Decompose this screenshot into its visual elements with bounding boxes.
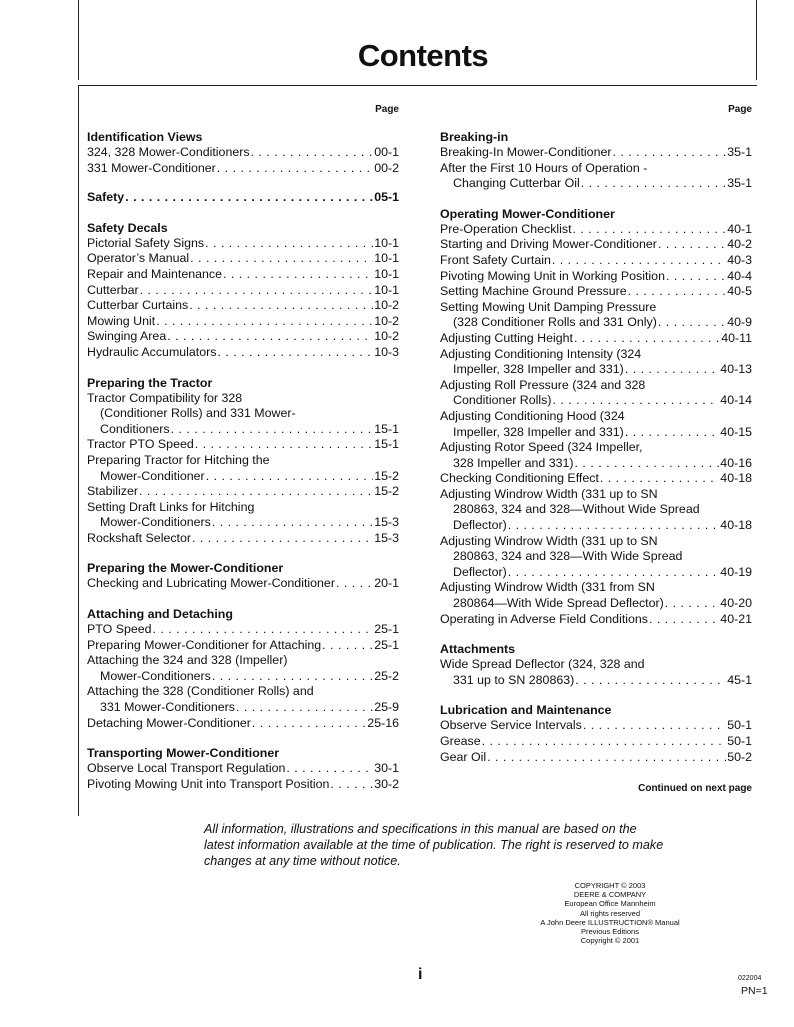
leader-dots <box>583 718 726 734</box>
toc-section <box>440 702 752 765</box>
entry-page: 40-1 <box>727 221 752 236</box>
entry-title-line: Pre-Operation Checklist <box>440 221 572 236</box>
entry-row <box>87 576 399 592</box>
toc-entry[interactable] <box>440 657 752 688</box>
leader-dots <box>205 236 373 252</box>
leader-dots <box>625 362 719 378</box>
toc-section <box>440 206 752 627</box>
toc-entry[interactable] <box>87 653 399 684</box>
toc-entry[interactable] <box>87 531 399 547</box>
entry-title-line: Adjusting Windrow Width (331 up to SN <box>440 533 658 548</box>
leader-dots <box>575 456 720 472</box>
copyright-line: All rights reserved <box>579 908 641 918</box>
leader-dots <box>167 329 373 345</box>
toc-entry[interactable] <box>87 576 399 592</box>
entry-page: 40-18 <box>720 518 752 533</box>
entry-title-line: Grease <box>440 734 481 748</box>
entry-title-line: Attaching the 324 and 328 (Impeller) <box>87 653 288 668</box>
entry-title-line: Adjusting Roll Pressure (324 and 328 <box>440 377 646 392</box>
leader-dots <box>286 761 373 777</box>
toc-entry[interactable] <box>87 329 399 345</box>
leader-dots <box>600 471 719 487</box>
page-column-header: Page <box>728 104 752 115</box>
entry-row <box>87 484 399 500</box>
entry-title-line: Swinging Area <box>87 329 167 344</box>
entry-page: 50-1 <box>727 734 752 748</box>
leader-dots <box>581 176 726 192</box>
entry-row <box>87 515 399 531</box>
entry-row <box>440 750 752 766</box>
leader-dots <box>217 345 373 361</box>
toc-entry[interactable] <box>87 622 399 638</box>
entry-title-line: After the First 10 Hours of Operation - <box>440 160 648 175</box>
leader-dots <box>223 267 373 283</box>
entry-row <box>87 716 399 732</box>
entry-row <box>440 456 752 472</box>
leader-dots <box>206 469 374 485</box>
entry-page: 50-2 <box>727 749 752 764</box>
toc-entry[interactable] <box>87 314 399 330</box>
toc-entry[interactable] <box>440 161 752 192</box>
entry-row <box>440 176 752 192</box>
entry-page: 15-2 <box>374 484 399 499</box>
entry-title-line: Observe Local Transport Regulation <box>87 761 286 776</box>
toc-entry[interactable] <box>440 145 752 161</box>
entry-title-line: Breaking-In Mower-Conditioner <box>440 145 612 159</box>
entry-row <box>440 673 752 689</box>
toc-section <box>87 190 399 206</box>
toc-entry[interactable] <box>87 236 399 252</box>
entry-row <box>440 612 752 628</box>
entry-page: 30-1 <box>374 761 399 776</box>
section-heading: Safety Decals <box>87 220 168 235</box>
entry-row <box>87 267 399 283</box>
entry-page: 35-1 <box>727 176 752 191</box>
section-heading: Transporting Mower-Conditioner <box>87 746 280 761</box>
entry-row <box>440 734 752 750</box>
entry-title-line: Adjusting Conditioning Hood (324 <box>440 408 625 423</box>
toc-entry-safety[interactable] <box>87 190 399 206</box>
entry-title: Safety <box>87 190 125 205</box>
entry-row <box>440 393 752 409</box>
section-heading: Attachments <box>440 642 516 657</box>
entry-title-line: Pivoting Mowing Unit into Transport Position <box>87 776 330 791</box>
toc-entry[interactable] <box>440 378 752 409</box>
entry-title-line: Hydraulic Accumulators <box>87 344 217 359</box>
leader-dots <box>575 673 726 689</box>
toc-entry[interactable] <box>87 437 399 453</box>
entry-row <box>87 777 399 793</box>
publication-notice: All information, illustrations and specifications in this manual are based on the latest information available at the time of publication. The right is reserved to make changes at any time without notice. <box>204 822 664 868</box>
copyright-line: Previous Editions <box>581 927 639 937</box>
entry-row <box>87 298 399 314</box>
entry-page: 20-1 <box>374 576 399 591</box>
entry-row <box>440 331 752 347</box>
entry-page: 40-9 <box>727 315 752 330</box>
entry-page: 05-1 <box>374 190 399 205</box>
entry-row <box>87 531 399 547</box>
entry-title-line: Deflector) <box>453 518 507 533</box>
entry-title-line: PTO Speed <box>87 622 152 637</box>
entry-title-line: Conditioner Rolls) <box>453 393 552 408</box>
entry-title-line: Mower-Conditioner <box>100 468 205 483</box>
toc-entry[interactable] <box>440 534 752 581</box>
entry-title-line: Impeller, 328 Impeller and 331) <box>453 362 624 377</box>
entry-title-line: Operating in Adverse Field Conditions <box>440 611 649 626</box>
toc-entry[interactable] <box>440 300 752 331</box>
leader-dots <box>192 531 373 547</box>
entry-page: 00-2 <box>374 160 399 175</box>
entry-row <box>87 422 399 438</box>
entry-row <box>87 345 399 361</box>
entry-page: 40-2 <box>727 237 752 252</box>
toc-entry[interactable] <box>87 161 399 177</box>
toc-entry[interactable] <box>87 684 399 715</box>
entry-title-line: Checking and Lubricating Mower-Conditioner <box>87 576 335 591</box>
toc-entry[interactable] <box>87 345 399 361</box>
leader-dots <box>336 576 373 592</box>
entry-row <box>440 237 752 253</box>
leader-dots <box>217 161 373 177</box>
entry-row <box>440 425 752 441</box>
entry-title-line: Pictorial Safety Signs <box>87 235 205 250</box>
leader-dots <box>156 314 373 330</box>
leader-dots <box>508 565 720 581</box>
entry-row <box>440 471 752 487</box>
leader-dots <box>140 283 374 299</box>
leader-dots <box>195 437 373 453</box>
entry-title-line: Setting Machine Ground Pressure <box>440 284 627 299</box>
entry-title-line: Front Safety Curtain <box>440 252 551 267</box>
entry-page: 40-14 <box>720 393 752 408</box>
entry-page: 45-1 <box>727 672 752 687</box>
entry-row <box>440 269 752 285</box>
entry-page: 10-1 <box>374 266 399 281</box>
entry-title-line: Mower-Conditioners <box>100 668 211 683</box>
entry-page: 40-20 <box>720 596 752 611</box>
entry-title-line: Adjusting Windrow Width (331 from SN <box>440 580 655 595</box>
entry-title-line: Gear Oil <box>440 749 487 764</box>
entry-page: 40-21 <box>720 611 752 626</box>
toc-section <box>87 129 399 176</box>
entry-page: 40-5 <box>727 284 752 299</box>
entry-row <box>87 145 399 161</box>
entry-title-line: Changing Cutterbar Oil <box>453 176 580 191</box>
leader-dots <box>628 284 727 300</box>
page-title: Contents <box>357 38 489 73</box>
entry-row <box>440 718 752 734</box>
entry-page: 15-1 <box>374 421 399 436</box>
entry-title-line: 324, 328 Mower-Conditioners <box>87 145 250 159</box>
leader-dots <box>508 518 720 534</box>
entry-row <box>87 669 399 685</box>
section-heading: Breaking-in <box>440 130 509 144</box>
entry-page: 15-3 <box>374 530 399 545</box>
entry-page: 10-2 <box>374 329 399 344</box>
entry-title-line: 280864—With Wide Spread Deflector) <box>453 596 664 611</box>
entry-row <box>440 596 752 612</box>
leader-dots <box>665 596 720 612</box>
entry-title-line: Adjusting Windrow Width (331 up to SN <box>440 486 658 501</box>
entry-page: 15-3 <box>374 515 399 530</box>
entry-page: 15-2 <box>374 468 399 483</box>
entry-page: 10-3 <box>374 344 399 359</box>
entry-page: 40-4 <box>727 268 752 283</box>
leader-dots <box>212 515 373 531</box>
toc-entry[interactable] <box>87 453 399 484</box>
entry-row <box>440 518 752 534</box>
entry-title-line: Tractor Compatibility for 328 <box>87 390 243 405</box>
entry-page: 25-16 <box>367 715 399 730</box>
entry-title-line: Cutterbar <box>87 282 139 297</box>
toc-entry[interactable] <box>87 391 399 438</box>
entry-row <box>87 236 399 252</box>
entry-title-line: Operator’s Manual <box>87 251 190 266</box>
toc-section <box>87 220 399 361</box>
leader-dots <box>487 750 726 766</box>
toc-section <box>87 375 399 547</box>
entry-page: 00-1 <box>374 145 399 159</box>
entry-title-line: 280863, 324 and 328—With Wide Spread <box>453 549 683 564</box>
contents-right-column <box>440 101 752 797</box>
copyright-line: Copyright © 2001 <box>580 936 640 946</box>
leader-dots <box>552 393 719 409</box>
entry-row <box>87 761 399 777</box>
toc-entry[interactable] <box>440 471 752 487</box>
entry-row <box>87 437 399 453</box>
toc-entry[interactable] <box>440 718 752 734</box>
toc-entry[interactable] <box>87 484 399 500</box>
entry-row <box>87 329 399 345</box>
entry-title-line: Pivoting Mowing Unit in Working Position <box>440 268 665 283</box>
toc-entry[interactable] <box>87 283 399 299</box>
entry-page: 40-15 <box>720 424 752 439</box>
entry-row <box>87 283 399 299</box>
toc-entry[interactable] <box>440 440 752 471</box>
entry-page: 25-1 <box>374 622 399 637</box>
entry-page: 40-13 <box>720 362 752 377</box>
toc-entry[interactable] <box>440 612 752 628</box>
toc-entry[interactable] <box>440 253 752 269</box>
entry-title-line: Mowing Unit <box>87 313 156 328</box>
leader-dots <box>139 484 373 500</box>
contents-left-column <box>87 101 399 792</box>
leader-dots <box>153 622 374 638</box>
entry-page: 25-2 <box>374 668 399 683</box>
entry-page: 30-2 <box>374 776 399 791</box>
leader-dots <box>552 253 726 269</box>
entry-title-line: (328 Conditioner Rolls and 331 Only) <box>453 315 657 330</box>
entry-page: 25-9 <box>374 700 399 715</box>
entry-title-line: Conditioners <box>100 421 170 436</box>
copyright-block <box>500 881 720 945</box>
document-code: 022004 <box>738 975 762 982</box>
section-heading: Identification Views <box>87 130 203 144</box>
entry-page: 50-1 <box>727 718 752 733</box>
toc-entry[interactable] <box>87 777 399 793</box>
leader-dots <box>125 190 373 206</box>
leader-dots <box>666 269 726 285</box>
entry-page: 25-1 <box>374 637 399 652</box>
toc-entry[interactable] <box>440 750 752 766</box>
toc-entry[interactable] <box>87 267 399 283</box>
toc-section <box>87 745 399 792</box>
entry-row <box>87 251 399 267</box>
page-number: i <box>418 966 423 983</box>
entry-page: 10-1 <box>374 251 399 266</box>
copyright-line: DEERE & COMPANY <box>573 890 647 900</box>
entry-title-line: Observe Service Intervals <box>440 718 582 733</box>
leader-dots <box>236 700 373 716</box>
entry-page: 40-18 <box>720 471 752 486</box>
leader-dots <box>482 734 727 750</box>
toc-entry[interactable] <box>440 222 752 238</box>
entry-row <box>87 161 399 177</box>
leader-dots <box>612 145 726 161</box>
entry-title-line: Adjusting Rotor Speed (324 Impeller, <box>440 440 643 455</box>
entry-row <box>87 638 399 654</box>
entry-title-line: Wide Spread Deflector (324, 328 and <box>440 657 645 672</box>
entry-page: 40-3 <box>727 252 752 267</box>
leader-dots <box>171 422 374 438</box>
copyright-line: A John Deere ILLUSTRUCTION® Manual <box>540 917 680 927</box>
toc-entry[interactable] <box>440 409 752 440</box>
leader-dots <box>658 315 726 331</box>
entry-title-line: Repair and Maintenance <box>87 266 223 281</box>
entry-title-line: 331 Mower-Conditioners <box>100 700 235 715</box>
leader-dots <box>330 777 373 793</box>
leader-dots <box>190 251 373 267</box>
entry-title-line: Adjusting Cutting Height <box>440 330 573 345</box>
entry-page: 10-1 <box>374 282 399 297</box>
toc-entry[interactable] <box>440 331 752 347</box>
entry-row <box>440 145 752 161</box>
section-heading: Preparing the Mower-Conditioner <box>87 561 284 576</box>
entry-row <box>87 700 399 716</box>
entry-title-line: Checking Conditioning Effect <box>440 471 599 486</box>
continued-note: Continued on next page <box>638 783 752 795</box>
toc-entry[interactable] <box>440 580 752 611</box>
entry-title-line: 328 Impeller and 331) <box>453 455 574 470</box>
entry-row <box>440 253 752 269</box>
entry-title-line: Tractor PTO Speed <box>87 437 194 452</box>
entry-page: 35-1 <box>727 145 752 159</box>
entry-title-line: 331 Mower-Conditioner <box>87 160 216 175</box>
leader-dots <box>574 331 720 347</box>
leader-dots <box>658 237 726 253</box>
section-heading: Lubrication and Maintenance <box>440 703 612 718</box>
page-column-header: Page <box>375 104 399 115</box>
entry-row <box>440 362 752 378</box>
toc-entry[interactable] <box>87 761 399 777</box>
entry-title-line: Setting Mowing Unit Damping Pressure <box>440 299 657 314</box>
entry-title-line: Starting and Driving Mower-Conditioner <box>440 237 657 252</box>
entry-page: 40-11 <box>721 330 752 345</box>
toc-entry[interactable] <box>440 347 752 378</box>
toc-entry[interactable] <box>440 237 752 253</box>
entry-page: 15-1 <box>374 437 399 452</box>
entry-title-line: Cutterbar Curtains <box>87 298 189 313</box>
leader-dots <box>252 716 366 732</box>
copyright-line: COPYRIGHT © 2003 <box>574 881 646 890</box>
leader-dots <box>212 669 373 685</box>
toc-entry[interactable] <box>440 487 752 534</box>
toc-entry[interactable] <box>87 638 399 654</box>
entry-title-line: Preparing Tractor for Hitching the <box>87 452 270 467</box>
toc-entry[interactable] <box>87 298 399 314</box>
toc-section <box>440 129 752 192</box>
entry-title-line: (Conditioner Rolls) and 331 Mower- <box>100 406 296 421</box>
toc-entry[interactable] <box>440 284 752 300</box>
entry-title-line: Stabilizer <box>87 484 138 499</box>
section-heading: Operating Mower-Conditioner <box>440 206 615 221</box>
toc-section <box>87 606 399 731</box>
entry-title-line: Mower-Conditioners <box>100 515 211 530</box>
entry-page: 40-16 <box>720 455 752 470</box>
entry-row <box>440 222 752 238</box>
entry-row <box>87 314 399 330</box>
copyright-line: European Office Mannheim <box>564 899 656 909</box>
section-heading: Preparing the Tractor <box>87 375 213 390</box>
entry-title-line: Deflector) <box>453 564 507 579</box>
leader-dots <box>189 298 373 314</box>
entry-page: 40-19 <box>720 564 752 579</box>
leader-dots <box>649 612 719 628</box>
entry-title-line: 280863, 324 and 328—Without Wide Spread <box>453 502 700 517</box>
entry-title-line: Detaching Mower-Conditioner <box>87 715 251 730</box>
entry-title-line: Rockshaft Selector <box>87 530 191 545</box>
leader-dots <box>573 222 727 238</box>
entry-title-line: 331 up to SN 280863) <box>453 672 575 687</box>
toc-entry[interactable] <box>87 500 399 531</box>
leader-dots <box>322 638 373 654</box>
entry-title-line: Preparing Mower-Conditioner for Attaching <box>87 637 322 652</box>
entry-title-line: Impeller, 328 Impeller and 331) <box>453 424 624 439</box>
entry-row <box>87 622 399 638</box>
leader-dots <box>251 145 374 161</box>
entry-page: 10-2 <box>374 298 399 313</box>
entry-title-line: Attaching the 328 (Conditioner Rolls) and <box>87 684 314 699</box>
entry-row <box>87 469 399 485</box>
toc-entry[interactable] <box>87 251 399 267</box>
section-heading: Attaching and Detaching <box>87 607 233 622</box>
toc-section <box>87 560 399 592</box>
entry-page: 10-2 <box>374 313 399 328</box>
entry-row <box>440 315 752 331</box>
toc-entry[interactable] <box>440 269 752 285</box>
toc-section <box>440 641 752 688</box>
entry-row <box>440 284 752 300</box>
entry-row <box>440 565 752 581</box>
toc-entry[interactable] <box>87 716 399 732</box>
toc-entry[interactable] <box>87 145 399 161</box>
pn-label: PN=1 <box>741 985 768 997</box>
leader-dots <box>625 425 719 441</box>
entry-title-line: Adjusting Conditioning Intensity (324 <box>440 346 642 361</box>
toc-entry[interactable] <box>440 734 752 750</box>
entry-title-line: Setting Draft Links for Hitching <box>87 499 255 514</box>
entry-page: 10-1 <box>374 235 399 250</box>
